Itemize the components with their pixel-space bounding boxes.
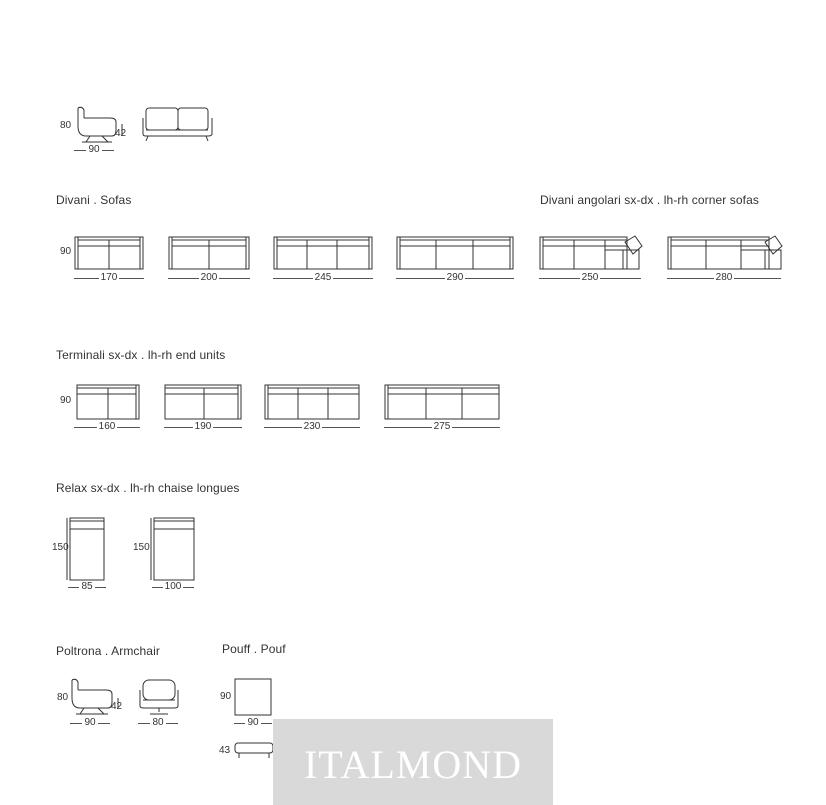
pouf-width-value: 90: [247, 717, 259, 728]
armchair-side-view: [66, 678, 124, 718]
corner-sofa-280-drawing: [667, 234, 783, 270]
end-unit-275-drawing: [384, 384, 500, 420]
corner-heading: Divani angolari sx-dx . lh-rh corner sofas: [540, 193, 759, 207]
end-unit-190-dim: [164, 422, 242, 432]
armchair-width-front: [138, 718, 178, 728]
chaise-100-drawing: [150, 517, 196, 581]
pouf-depth-dim: 90: [220, 691, 232, 702]
sofa-245-drawing: [273, 236, 373, 270]
end-unit-190-drawing: [164, 384, 242, 420]
top-seat-dim: 42: [115, 128, 127, 139]
armchair-width-front-value: 80: [152, 717, 164, 728]
chaise-85-dim: [68, 582, 106, 592]
armchair-width-side-value: 90: [84, 717, 96, 728]
sofa-200-drawing: [168, 236, 250, 270]
sofa-290-dim: [396, 273, 514, 283]
end-units-heading: Terminali sx-dx . lh-rh end units: [56, 348, 226, 362]
chaise-100-length-dim: 150: [133, 542, 150, 553]
corner-250-dim: [539, 273, 641, 283]
pouf-width-dim: [234, 718, 272, 728]
sofa-290-drawing: [396, 236, 514, 270]
armchair-seat-dim: 42: [111, 701, 123, 712]
end-unit-160-dim: [74, 422, 140, 432]
end-unit-275-dim: [384, 422, 500, 432]
sofas-depth-dim: 90: [60, 246, 72, 257]
armchair-front-view: [138, 678, 180, 718]
chaise-100-dim: [152, 582, 194, 592]
pouf-top-view: [234, 678, 272, 716]
sofa-200-value: 200: [200, 272, 218, 283]
end-unit-230-value: 230: [303, 421, 321, 432]
sofa-170-drawing: [74, 236, 144, 270]
top-width-value: 90: [88, 144, 100, 155]
sofa-200-dim: [168, 273, 250, 283]
end-unit-160-value: 160: [98, 421, 116, 432]
corner-250-value: 250: [581, 272, 599, 283]
sofas-heading: Divani . Sofas: [56, 193, 132, 207]
armchair-heading: Poltrona . Armchair: [56, 644, 160, 658]
sofa-170-value: 170: [100, 272, 118, 283]
top-height-dim: 80: [60, 120, 72, 131]
end-unit-190-value: 190: [194, 421, 212, 432]
corner-sofa-250-drawing: [539, 234, 643, 270]
end-units-depth-dim: 90: [60, 395, 72, 406]
end-unit-230-dim: [264, 422, 360, 432]
brand-logo-text: ITALMOND: [303, 742, 523, 787]
chaise-85-value: 85: [81, 581, 93, 592]
brand-logo-box: [273, 719, 553, 805]
chaise-85-length-dim: 150: [52, 542, 69, 553]
pouf-heading: Pouff . Pouf: [222, 642, 286, 656]
end-unit-230-drawing: [264, 384, 360, 420]
armchair-width-side: [70, 718, 110, 728]
end-unit-160-drawing: [74, 384, 140, 420]
pouf-side-view: [234, 742, 274, 760]
sofa-290-value: 290: [446, 272, 464, 283]
top-width-dim: [74, 145, 114, 155]
pouf-height-dim: 43: [219, 745, 231, 756]
chaise-100-value: 100: [164, 581, 182, 592]
sofa-245-value: 245: [314, 272, 332, 283]
end-unit-275-value: 275: [433, 421, 451, 432]
armchair-height-dim: 80: [57, 692, 69, 703]
chaise-heading: Relax sx-dx . lh-rh chaise longues: [56, 481, 240, 495]
armchair-side-drawing: [72, 106, 128, 146]
sofa-245-dim: [273, 273, 373, 283]
chaise-85-drawing: [66, 517, 106, 581]
corner-280-value: 280: [715, 272, 733, 283]
loveseat-front-drawing: [142, 106, 214, 144]
corner-280-dim: [667, 273, 781, 283]
sofa-170-dim: [74, 273, 144, 283]
